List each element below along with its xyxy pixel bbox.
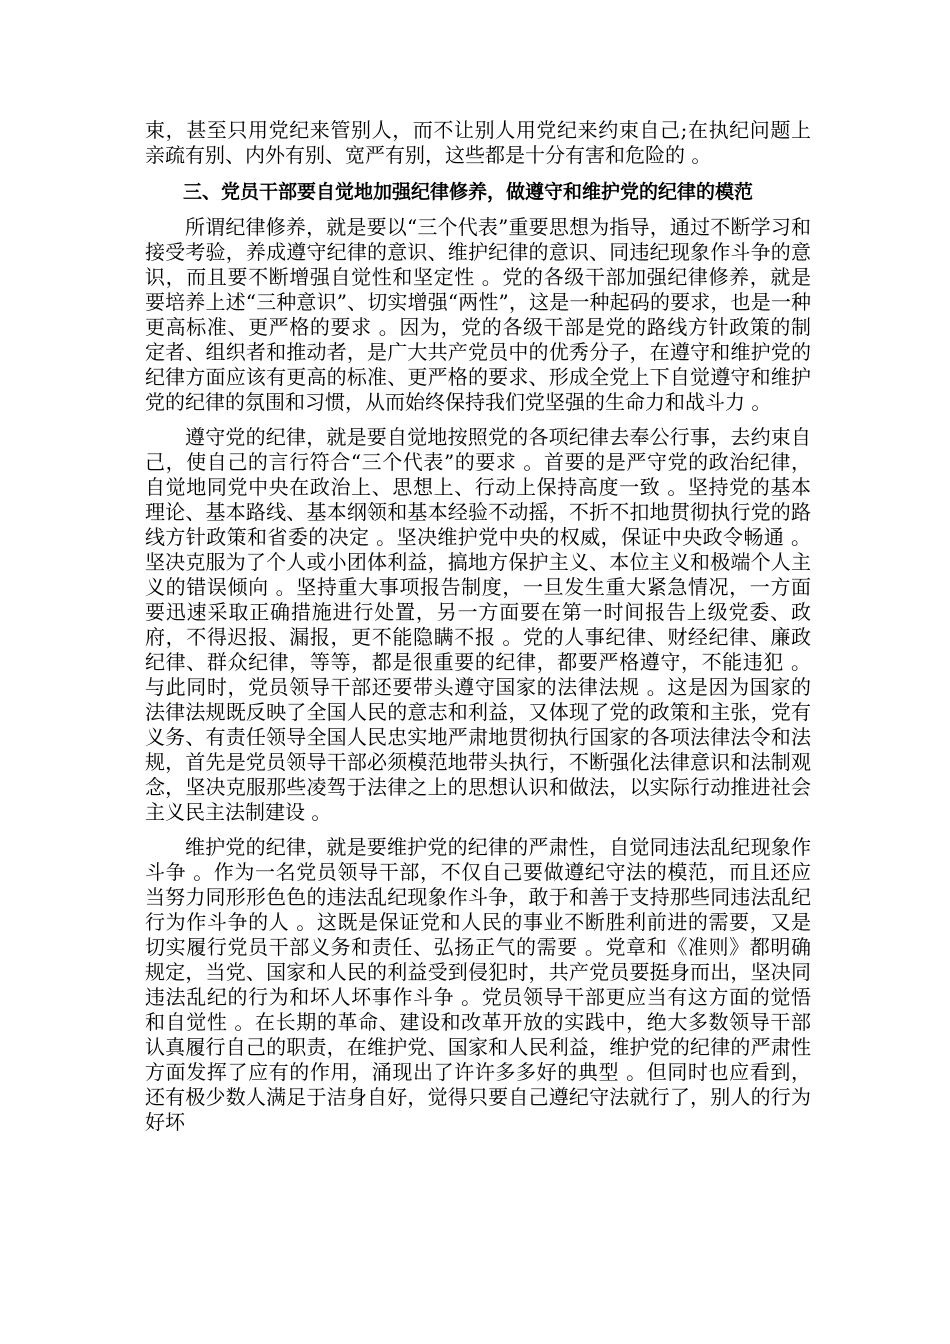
document-body [145, 118, 811, 1145]
section-heading: 三、党员干部要自觉地加强纪律修养，做遵守和维护党的纪律的模范 [183, 181, 754, 203]
paragraph-observe-discipline: 遵守党的纪律，就是要自觉地按照党的各项纪律去奉公行事，去约束自己，使自己的言行符合“三个代表”的要求 。首要的是严守党的政治纪律，自觉地同党中央在政治上、思想上、行动上保持高度一致 。坚持党的基本理论、基本路线、基本纲领和基本经验不动摇，不折不扣地贯彻执行党的路线方针政策和省委的决定 。坚决维护党中央的权威，保证中央政令畅通 。坚决克服为了个人或小团体利益，搞地方保护主义、本位主义和极端个人主义的错误倾向 。坚持重大事项报告制度，一旦发生重大紧急情况，一方面要迅速采取正确措施进行处置，另一方面要在第一时间报告上级党委、政府，不得迟报、漏报，更不能隐瞒不报 。党的人事纪律、财经纪律、廉政纪律、群众纪律，等等，都是很重要的纪律，都要严格遵守，不能违犯 。与此同时，党员领导干部还要带头遵守国家的法律法规 。这是因为国家的法律法规既反映了全国人民的意志和利益，又体现了党的政策和主张，党有义务、有责任领导全国人民忠实地严肃地贯彻执行国家的各项法律法令和法规，首先是党员领导干部必须模范地带头执行，不断强化法律意识和法制观念，坚决克服那些凌驾于法律之上的思想认识和做法，以实际行动推进社会主义民主法制建设 。 [145, 425, 811, 824]
paragraph-continuation: 束，甚至只用党纪来管别人，而不让别人用党纪来约束自己;在执纪问题上亲疏有别、内外有别、宽严有别，这些都是十分有害和危险的 。 [145, 118, 811, 167]
paragraph-maintain-discipline: 维护党的纪律，就是要维护党的纪律的严肃性，自觉同违法乱纪现象作斗争 。作为一名党员领导干部，不仅自己要做遵纪守法的模范，而且还应当努力同形形色色的违法乱纪现象作斗争，敢于和善于支持那些同违法乱纪行为作斗争的人 。这既是保证党和人民的事业不断胜利前进的需要，又是切实履行党员干部义务和责任、弘扬正气的需要 。党章和《准则》都明确规定，当党、国家和人民的利益受到侵犯时，共产党员要挺身而出，坚决同违法乱纪的行为和坏人坏事作斗争 。党员领导干部更应当有这方面的觉悟和自觉性 。在长期的革命、建设和改革开放的实践中，绝大多数领导干部认真履行自己的职责，在维护党、国家和人民利益，维护党的纪律的严肃性方面发挥了应有的作用，涌现出了许许多多好的典型 。但同时也应看到，还有极少数人满足于洁身自好，觉得只要自己遵纪守法就行了，别人的行为好坏 [145, 835, 811, 1134]
paragraph-discipline-cultivation: 所谓纪律修养，就是要以“三个代表”重要思想为指导，通过不断学习和接受考验，养成遵守纪律的意识、维护纪律的意识、同违纪现象作斗争的意识，而且要不断增强自觉性和坚定性 。党的各级干部加强纪律修养，就是要培养上述“三种意识”、切实增强“两性”，这是一种起码的要求，也是一种更高标准、更严格的要求 。因为，党的各级干部是党的路线方针政策的制定者、组织者和推动者，是广大共产党员中的优秀分子，在遵守和维护党的纪律方面应该有更高的标准、更严格的要求、形成全党上下自觉遵守和维护党的纪律的氛围和习惯，从而始终保持我们党坚强的生命力和战斗力 。 [145, 215, 811, 414]
